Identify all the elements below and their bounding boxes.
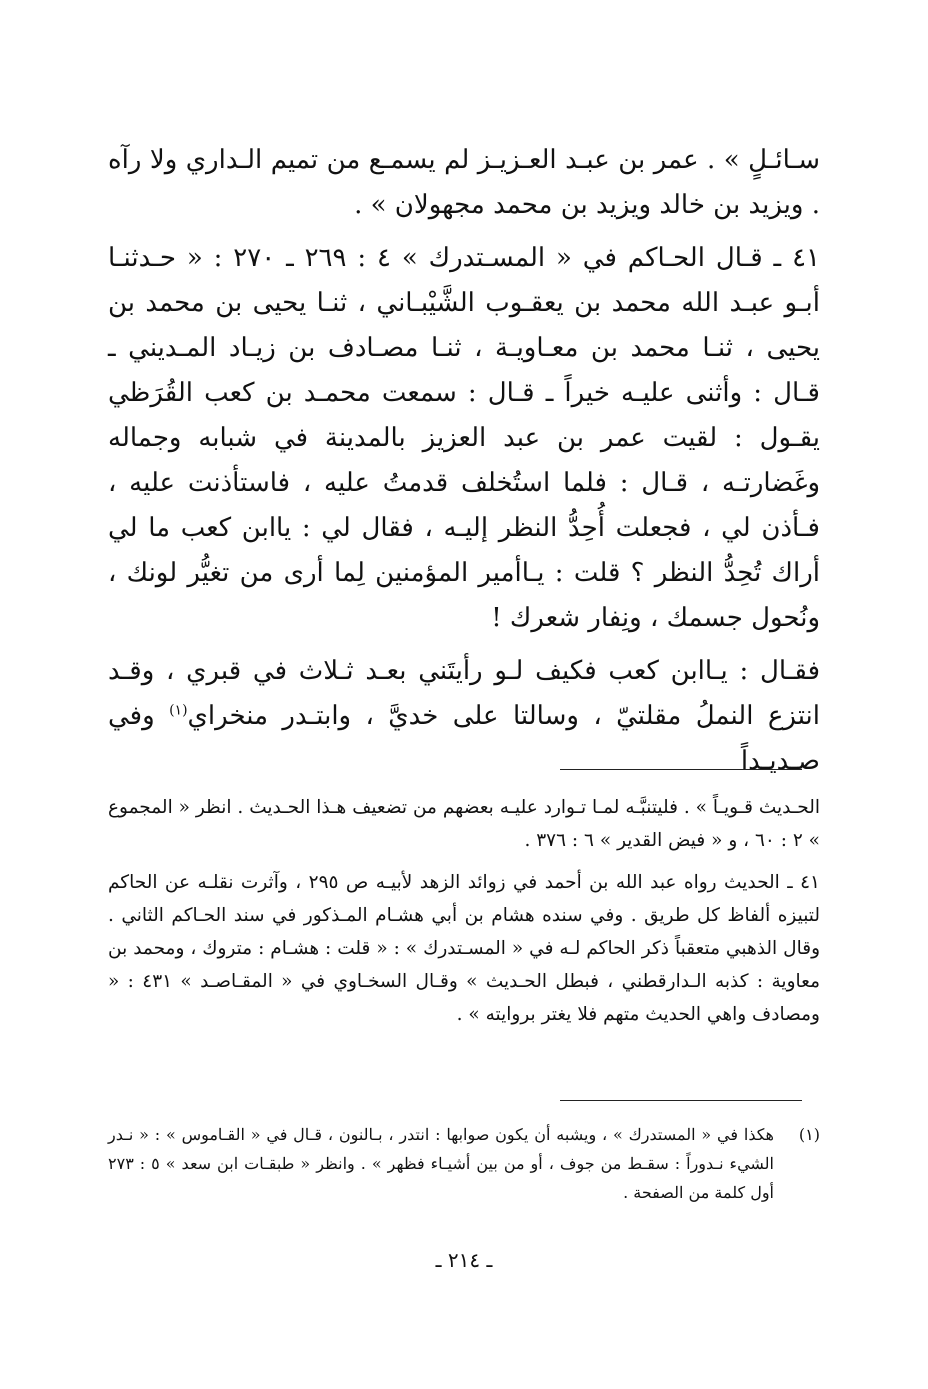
note-41: ٤١ ـ الحديث رواه عبد الله بن أحمد في زوائد الزهد لأبيـه ص ٢٩٥ ، وآثرت نقلـه عن الحاكم لتبيزه ألفاظ كل طريق . وفي سنده هشام بن أبي هشـام المـذكور في سند الحـاكم الثاني . وقال الذهبي متعقباً ذكر الحاكم لـه في « المسـتدرك » : « قلت : هشـام : متروك ، ومحمد بن معاوية : كذبه الـدارقطني ، فبطل الحـديث » وقـال السخـاوي في « المقـاصـد » ٤٣١ : « ومصادف واهي الحديث متهم فلا يغتر بروايته » . (108, 872, 820, 1025)
main-paragraph-3-text: فقـال : يـاابن كعب فكيف لـو رأيتَني بعـد ثـلاث في قبري ، وقـد انتزع النملُ مقلتيّ ، وسالتا على خديَّ ، وابتـدر منخراي (108, 656, 821, 731)
main-text (108, 138, 820, 784)
main-paragraph-3 (108, 649, 820, 784)
footnote-text: هكذا في « المستدرك » ، ويشبه أن يكون صوابها : انتدر ، بـالنون ، قـال في « القـاموس » : « نـدر الشيء نـدوراً : سقـط من جوف ، أو من بين أشيـاء فظهر » . وانظر « طبقـات ابن سعد » ٥ : ٢٧٣ أول كلمة من الصفحة . (108, 1125, 775, 1202)
notes-section (108, 791, 820, 1031)
footnote-number: (١) (798, 1125, 820, 1144)
footnote-separator (560, 1100, 802, 1101)
notes-separator (560, 769, 802, 770)
main-paragraph-2: ٤١ ـ قـال الحـاكم في « المسـتدرك » ٤ : ٢٦٩ ـ ٢٧٠ : « حـدثنـا أبـو عبـد الله محمد بن يعقـوب الشَّيْبـاني ، ثنـا يحيى بن محمد بن يحيى ، ثنـا محمد بن معـاويـة ، ثنـا مصـادف بن زيـاد المـديني ـ قـال : وأثنى عليـه خيراً ـ قـال : سمعت محمـد بن كعب القُرَظي يقـول : لقيت عمر بن عبد العزيز بالمدينة في شبابه وجماله وغَضارتـه ، قـال : فلما استُخلف قدمتُ عليه ، فاستأذنت عليه ، فـأذن لي ، فجعلت أُحِدُّ النظر إليـه ، فقال لي : ياابن كعب ما لي أراك تُحِدُّ النظر ؟ قلت : يـاأمير المؤمنين لِما أرى من تغيُّر لونك ، ونُحول جسمك ، ونِفار شعرك ! (108, 243, 820, 633)
footnote (108, 1120, 820, 1207)
note-continuation: الحـديث قـويـاً » . فليتنبَّـه لمـا تـوارد عليـه بعضهم من تضعيف هـذا الحـديث . انظر « المجموع » ٢ : ٦٠ ، و « فيض القدير » ٦ : ٣٧٦ . (108, 797, 820, 851)
footnote-marker: (١) (169, 702, 188, 719)
main-paragraph-1: سـائـلٍ » . عمر بن عبـد العـزيـز لم يسمـع من تميم الـداري ولا رآه . ويزيد بن خالد ويزيد بن محمد مجهولان » . (108, 145, 820, 220)
main-paragraph-3-end: وفي صـديـداً (108, 701, 820, 776)
page-number: ـ ٢١٤ ـ (435, 1248, 493, 1272)
